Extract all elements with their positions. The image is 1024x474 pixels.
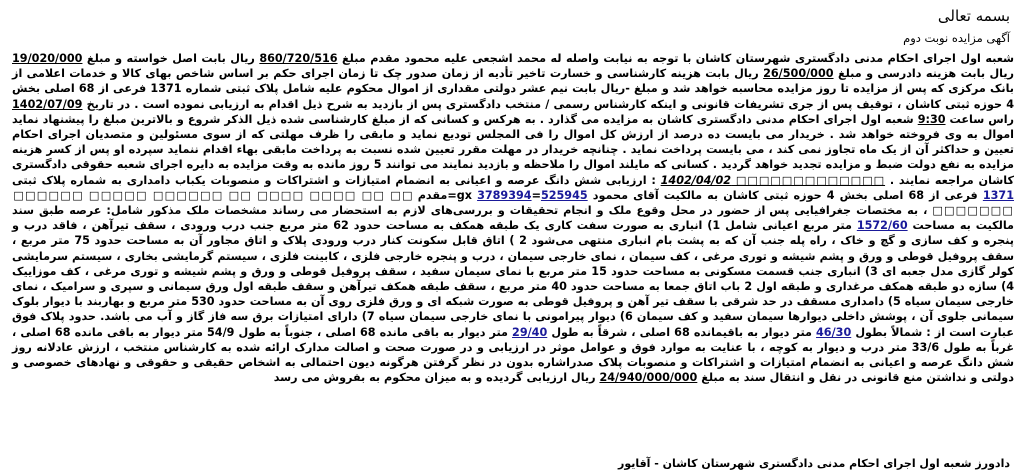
body-text-21: پس از حضور در محل وقوع ملک و انجام تحقیقات و بررسی‌های لازم به استحضار می رساند مشخصات ملک مذکور شامل: عرصه طبق سند مالکیت به مساحت bbox=[12, 204, 1014, 233]
body-text-16: فرعی از 68 اصلی بخش 4 حوزه ثبتی کاشان به مالکیت آقای محمود bbox=[587, 188, 983, 202]
court-fee-amount: 19/020/000 bbox=[12, 52, 83, 65]
document-subtitle: آگهی مزایده نوبت دوم bbox=[903, 31, 1010, 45]
coordinate-gy: 525945 bbox=[540, 188, 588, 202]
body-text-14: : ارزیابی شش دانگ عرصه و اعیانی به انضمام امتیازات و اشتراکات و منصوبات یکباب دامداری به شماره پلاک ثبتی bbox=[12, 173, 661, 187]
body-text-25: متر دیوار به باقیمانده 68 اصلی ، شرقاً به طول bbox=[547, 325, 817, 339]
body-text-23: متر مربع اعیانی شامل 1) انباری به صورت سفت کاری یک طبقه همکف به مساحت حدود 62 متر مربع جنب درب ورودی ، سقف تیرآهن ، فاقد درب و پنجره و کف سازی و گچ و خاک ، راه پله جنب آن که به پشت بام انباری منتهی می‌شود 2 ) اتاق قابل سکونت کنار درب ورودی پلاک و اتاق مجاور آن به مساحت حدود 75 متر مربع ، سقف پروفیل قوطی و ورق و پشم شیشه و توری مرغی ، کف سیمان ، نمای خارجی سیمان ، درب و پنجره خارجی فلزی ، کابینت فلزی ، سیستم گرمایشی بخاری ، سیستم سرمایشی کولر گازی مدل جعبه ای 3) انباری جنب قسمت مسکونی به مساحت حدود 15 متر مربع با نمای سیمان سفید ، سقف پروفیل قوطی و ورق و پشم شیشه و توری مرغی ، کف موزاییک 4) سازه دو طبقه همکف مرغداری و طبقه اول 2 باب اتاق جمعا به مساحت حدود 40 متر مربع ، سقف طبقه همکف تیرآهن و سقف طبقه اول ورق سیمانی و سپری و سرامیک ، نمای خارجی سیمان سیاه 5) دامداری مسقف در حد شرقی با سقف تیر آهن و پروفیل قوطی به صورت شبکه ای و ورق فلزی روی آن به مساحت حدود 530 متر مربع و بهاربند با دیوار بلوک سیمانی جلوی آن ، پوشش داخلی دیوارها سیمان سفید و کف سیمان 6) دیوار پیرامونی با نمای خارجی سیمان سیاه 7) دارای امتیازات برق سه فاز گاز و آب می باشد. حدود پلاک فوق عبارت است از : شمالاً بطول bbox=[12, 219, 1015, 339]
signature-line: دادورز شعبه اول اجرای احکام مدنی دادگستری شهرستان کاشان - آقایور bbox=[617, 457, 1010, 470]
body-text-12: شعبه اول اجرای احکام مدنی دادگستری کاشان به مزایده می گذارد . به هرکس و کسانی که از مبلغ کارشناسی شده ذیل الذکر شروع و بالاترین مبلغ را پیشنهاد نماید اموال به وی فروخته خواهد شد . خریدار می بایست ده درصد از ارزش کل اموال را فی المجلس تودیع نماید و مابقی را ظرف مهلتی که از سوی مسئولین و متصدیان اجرای احکام تعیین و حداکثر آن از یک ماه تجاوز نمی کند ، می بایست پرداخت نماید . چنانچه خریدار در مهلت مقرر تعیین شده نسبت به پرداخت مابقی بهاء اقدام ننماید سپرده او پس از کسر هزینه مزایده به نفع دولت ضبط و مزایده تجدید خواهد گردید . کسانی که مایلند اموال را ملاحظه و بازدید نمایند می توانند 5 روز مانده به وقت مزایده به دایره اجرای شعبه حقوقی دادگستری کاشان مراجعه نمایند . bbox=[12, 112, 1014, 187]
document-title: بسمه تعالی bbox=[937, 7, 1010, 25]
expert-fee-amount: 26/500/000 bbox=[763, 67, 834, 81]
body-text-6: ریال بابت هزینه دادرسی و مبلغ bbox=[833, 67, 1014, 81]
north-length: 46/30 bbox=[816, 325, 852, 339]
body-text-10: راس ساعت bbox=[945, 112, 1014, 126]
auction-date: 1402/07/09 bbox=[12, 97, 83, 111]
body-text-20: =مقدم □□ □□ □□□□ □□□□ □□ □□□□□□ □□□□□ □□□□□□ □□□□□□□ ، به مختصات جغرافیایی bbox=[12, 188, 1014, 218]
east-length: 29/40 bbox=[512, 325, 548, 339]
body-text-8: ریال بابت هزینه کارشناسی و خسارت تاخیر تأدیه از زمان صدور چک تا زمان اجرای حکم بر اساس شاخص بهای کالا و خدمات اعلامی از بانک مرکزی که پس از مزایده تا روز مزایده محاسبه خواهد شد و مبلغ -ریال بابت نیم عشر دولتی مقداری از اموال محکوم علیه شامل پلاک ثبتی شماره 1371 فرعی از 68 اصلی بخش 4 حوزه ثبتی کاشان ، توقیف پس از جری تشریفات قانونی و اینکه کارشناس رسمی / منتخب دادگستری پس از بازدید به شرح ذیل اقدام به ارزیابی نموده است . در تاریخ bbox=[12, 67, 1015, 111]
coordinate-gx: 3789394 bbox=[477, 188, 532, 202]
appraisal-amount: 24/940/000/000 bbox=[599, 371, 698, 385]
land-area: 1572/60 bbox=[856, 219, 908, 233]
auction-time: 9:30 bbox=[917, 112, 946, 126]
body-text-27: متر دیوار به باقی مانده 68 اصلی ، جنوباً به طول 54/9 متر دیوار به باقی مانده 68 اصلی ، غرباً به طول 33/6 متر درب و دیوار به کوچه ، با عنایت به موارد فوق و عوامل موثر در ارزیابی و در صورت صحت و اصالت مدارک ارائه شده به کارشناس منتخب ، ارزش عادلانه روز شش دانگ عرصه و اعیانی به انضمام امتیازات و اشتراکات و منصوبات پلاک صدراشاره بدون در نظر گرفتن هرگونه دیون احتمالی به اشخاص حقیقی و حقوقی و نهادهای خصوصی و دولتی و نداشتن منع قانونی در نقل و انتقال سند به مبلغ bbox=[12, 325, 1014, 385]
body-text-4: ریال بابت اصل خواسته و مبلغ bbox=[82, 52, 260, 65]
appraisal-date: □□□□□□□□□□□□□ 1402/04/02 bbox=[660, 173, 886, 187]
body-text-18: =gx bbox=[456, 188, 541, 202]
notice-body bbox=[12, 51, 1014, 385]
body-text-1: شعبه اول اجرای احکام مدنی دادگستری شهرستان کاشان با توجه به نیابت واصله له bbox=[546, 52, 1015, 65]
plate-number: 1371 bbox=[982, 188, 1014, 202]
body-text-2: محمد اشجعی علیه محمود مقدم مبلغ bbox=[337, 52, 547, 65]
body-text-29: ریال ارزیابی گردیده و به میزان محکوم به بفروش می رسد bbox=[273, 371, 600, 385]
claim-amount: 860/720/516 bbox=[259, 52, 338, 65]
